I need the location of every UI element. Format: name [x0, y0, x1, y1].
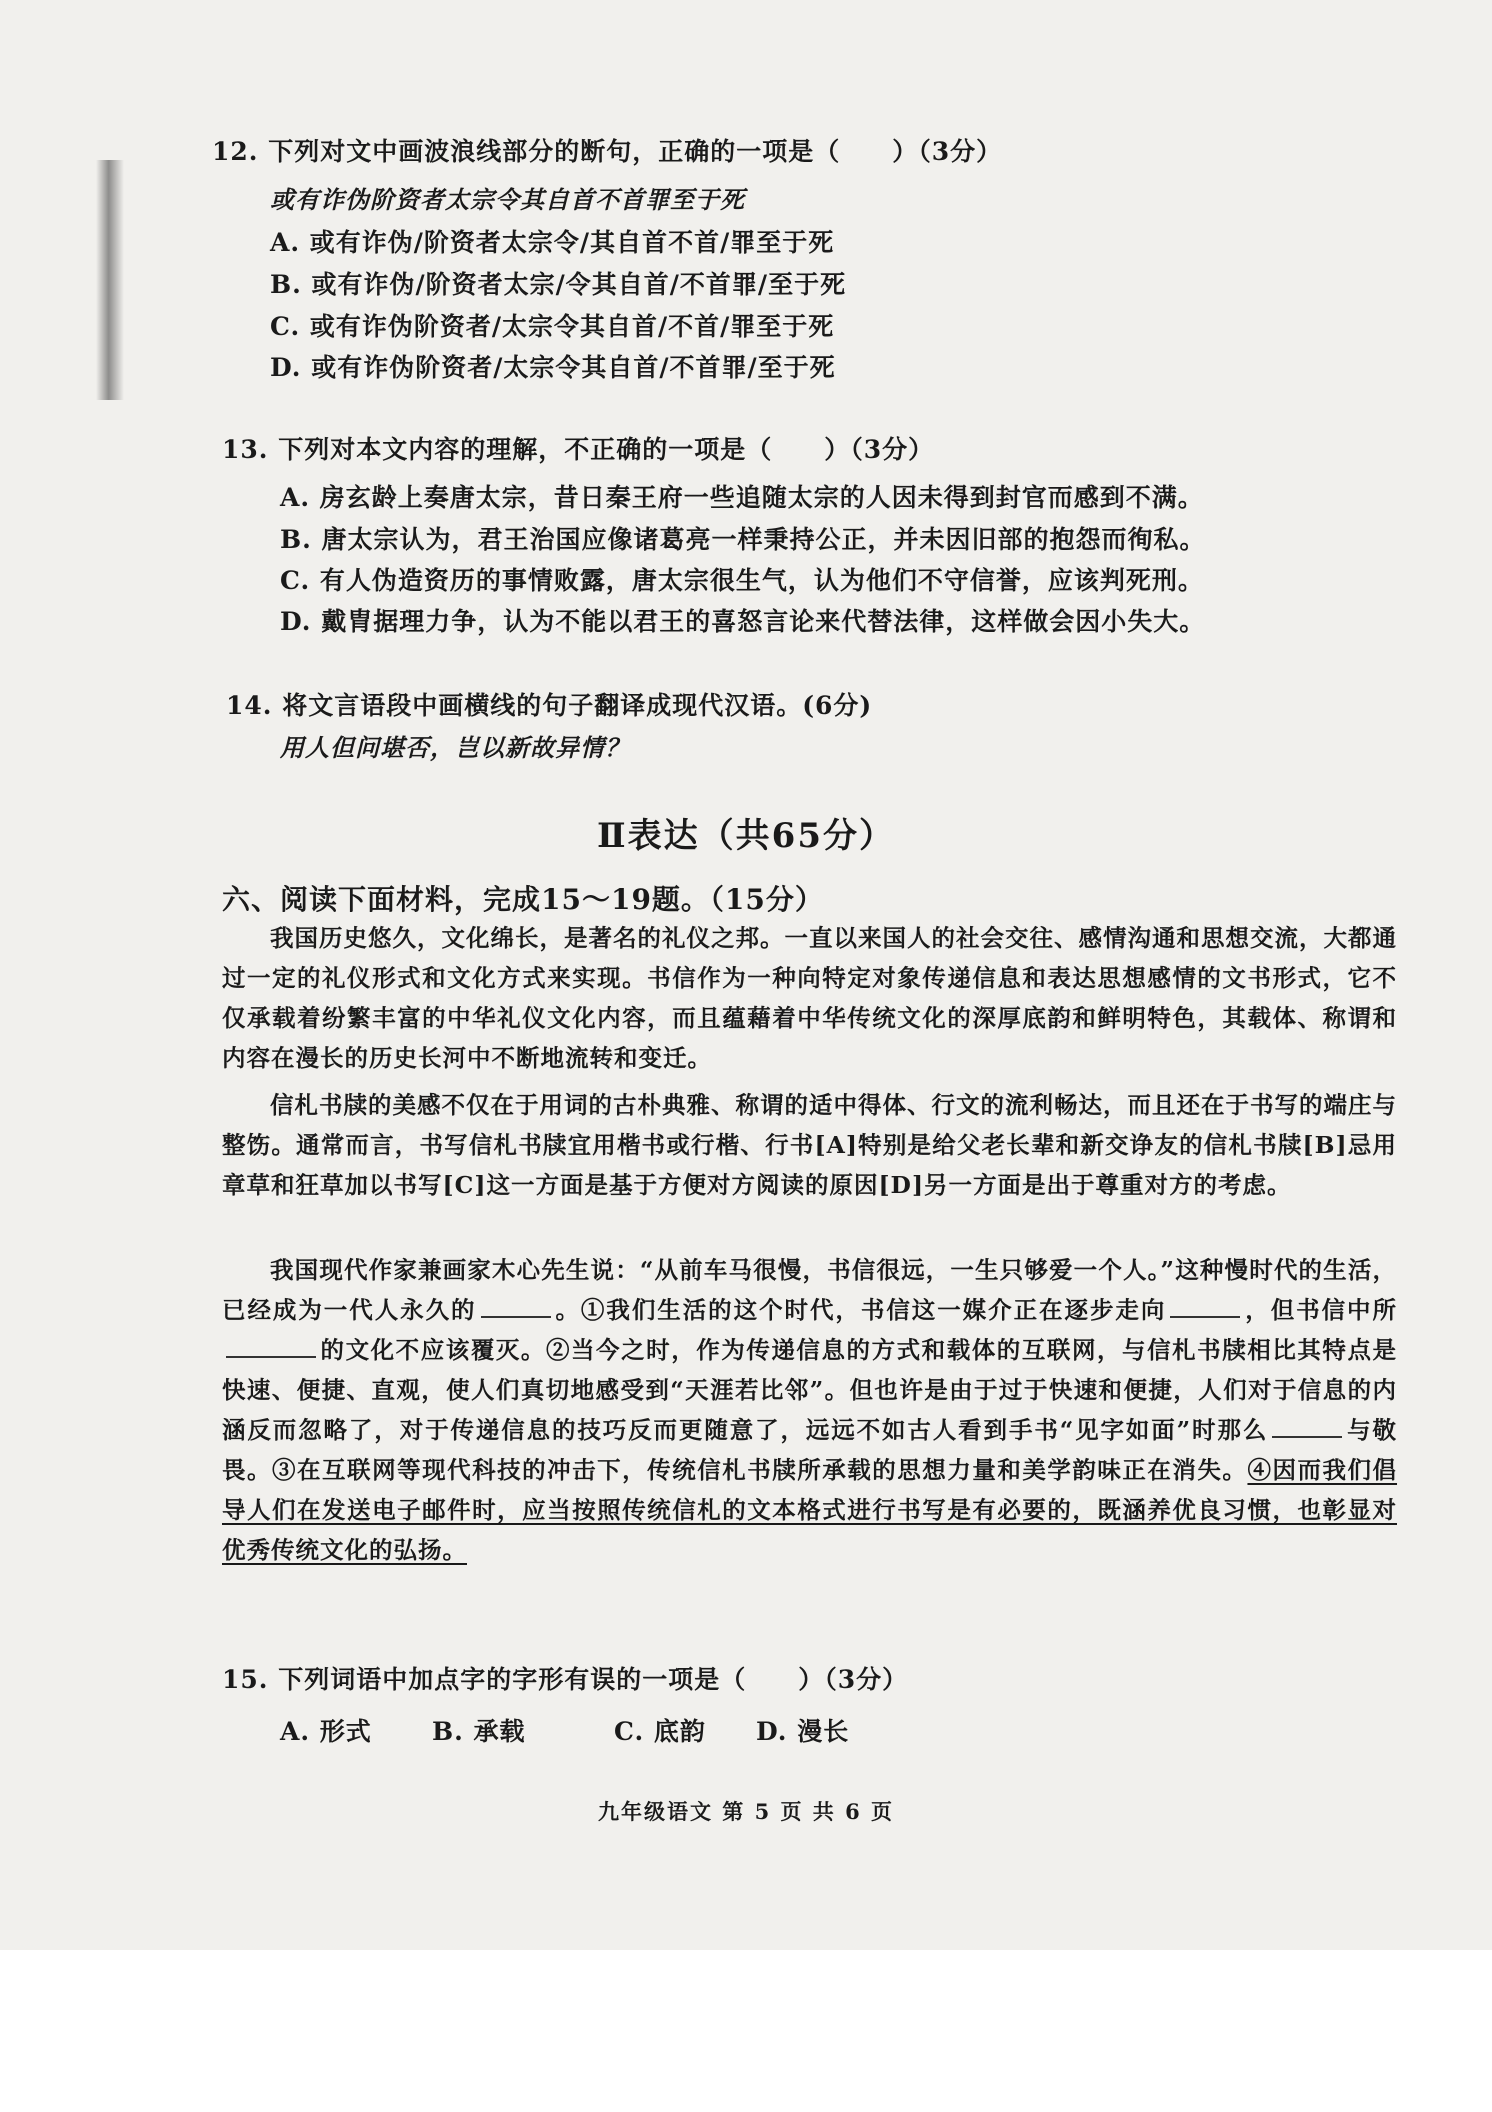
q13-option-a: A. 房玄龄上奏唐太宗，昔日秦王府一些追随太宗的人因未得到封官而感到不满。: [280, 483, 1204, 512]
section-title: Ⅱ表达（共65分）: [597, 816, 895, 856]
binding-shadow: [96, 160, 124, 400]
q15-option-d: D. 漫长: [756, 1717, 850, 1746]
passage-paragraph-2: 信札书牍的美感不仅在于用词的古朴典雅、称谓的适中得体、行文的流利畅达，而且还在于书写的端庄与整饬。通常而言，书写信札书牍宜用楷书或行楷、行书[A]特别是给父老长辈和新交诤友的信札书牍[B]忌用章草和狂草加以书写[C]这一方面是基于方便对方阅读的原因[D]另一方面是出于尊重对方的考虑。: [222, 1091, 1397, 1199]
blank-2: [1170, 1294, 1240, 1318]
q12-option-d: D. 或有诈伪阶资者/太宗令其自首/不首罪/至于死: [270, 353, 836, 382]
page-footer: 九年级语文 第 5 页 共 6 页: [597, 1799, 895, 1824]
q14-stem: 14. 将文言语段中画横线的句子翻译成现代汉语。(6分): [226, 691, 873, 720]
q13-option-c: C. 有人伪造资历的事情败露，唐太宗很生气，认为他们不守信誉，应该判死刑。: [280, 566, 1204, 595]
q13-stem: 13. 下列对本文内容的理解，不正确的一项是（ ）（3分）: [222, 435, 935, 464]
q15-option-a: A. 形式: [280, 1717, 372, 1746]
blank-3: [226, 1334, 316, 1358]
passage-paragraph-3: [222, 1250, 1397, 1570]
q14-source-text: 用人但问堪否，岂以新故异情？: [280, 733, 630, 762]
blank-1: [481, 1294, 551, 1318]
q12-option-b: B. 或有诈伪/阶资者太宗/令其自首/不首罪/至于死: [270, 270, 847, 299]
paragraph-3-part-d: 的文化不应该覆灭。②当今之时，作为传递信息的方式和载体的互联网，与信札书牍相比其特点是快速、便捷、直观，使人们真切地感受到“天涯若比邻”。但也许是由于过于快速和便捷，人们对于信息的内涵反而忽略了，对于传递信息的技巧反而更随意了，远远不如古人看到手书“见字如面”时那么: [222, 1336, 1397, 1444]
q15-option-c: C. 底韵: [614, 1717, 706, 1746]
paragraph-3-part-c: ，但书信中所: [1244, 1296, 1398, 1324]
part6-heading: 六、阅读下面材料，完成15～19题。（15分）: [222, 883, 824, 916]
q12-source-text: 或有诈伪阶资者太宗令其自首不首罪至于死: [270, 185, 745, 214]
q12-option-a: A. 或有诈伪/阶资者太宗令/其自首不首/罪至于死: [270, 228, 835, 257]
paragraph-3-part-b: 。①我们生活的这个时代，书信这一媒介正在逐步走向: [554, 1296, 1167, 1324]
underlined-sentence-4: ④因而我们倡导人们在发送电子邮件时，应当按照传统信札的文本格式进行书写是有必要的，既涵养优良习惯，也彰显对优秀传统文化的弘扬。: [222, 1456, 1398, 1564]
q12-stem: 12. 下列对文中画波浪线部分的断句，正确的一项是（ ）（3分）: [212, 137, 1003, 166]
paragraph-3-part-e: 与敬畏。③在互联网等现代科技的冲击下，传统信札书牍所承载的思想力量和美学韵味正在消失。: [222, 1416, 1397, 1484]
q13-option-b: B. 唐太宗认为，君王治国应像诸葛亮一样秉持公正，并未因旧部的抱怨而徇私。: [280, 525, 1206, 554]
q15-stem: 15. 下列词语中加点字的字形有误的一项是（ ）（3分）: [222, 1665, 909, 1694]
paragraph-3-part-a: 我国现代作家兼画家木心先生说：“从前车马很慢，书信很远，一生只够爱一个人。”这种慢时代的生活，已经成为一代人永久的: [222, 1256, 1397, 1324]
blank-4: [1272, 1414, 1342, 1438]
q13-option-d: D. 戴胄据理力争，认为不能以君王的喜怒言论来代替法律，这样做会因小失大。: [280, 607, 1206, 636]
passage-paragraph-1: 我国历史悠久，文化绵长，是著名的礼仪之邦。一直以来国人的社会交往、感情沟通和思想交流，大都通过一定的礼仪形式和文化方式来实现。书信作为一种向特定对象传递信息和表达思想感情的文书形式，它不仅承载着纷繁丰富的中华礼仪文化内容，而且蕴藉着中华传统文化的深厚底韵和鲜明特色，其载体、称谓和内容在漫长的历史长河中不断地流转和变迁。: [222, 924, 1397, 1072]
q15-option-b: B. 承载: [432, 1717, 526, 1746]
q12-option-c: C. 或有诈伪阶资者/太宗令其自首/不首/罪至于死: [270, 312, 835, 341]
